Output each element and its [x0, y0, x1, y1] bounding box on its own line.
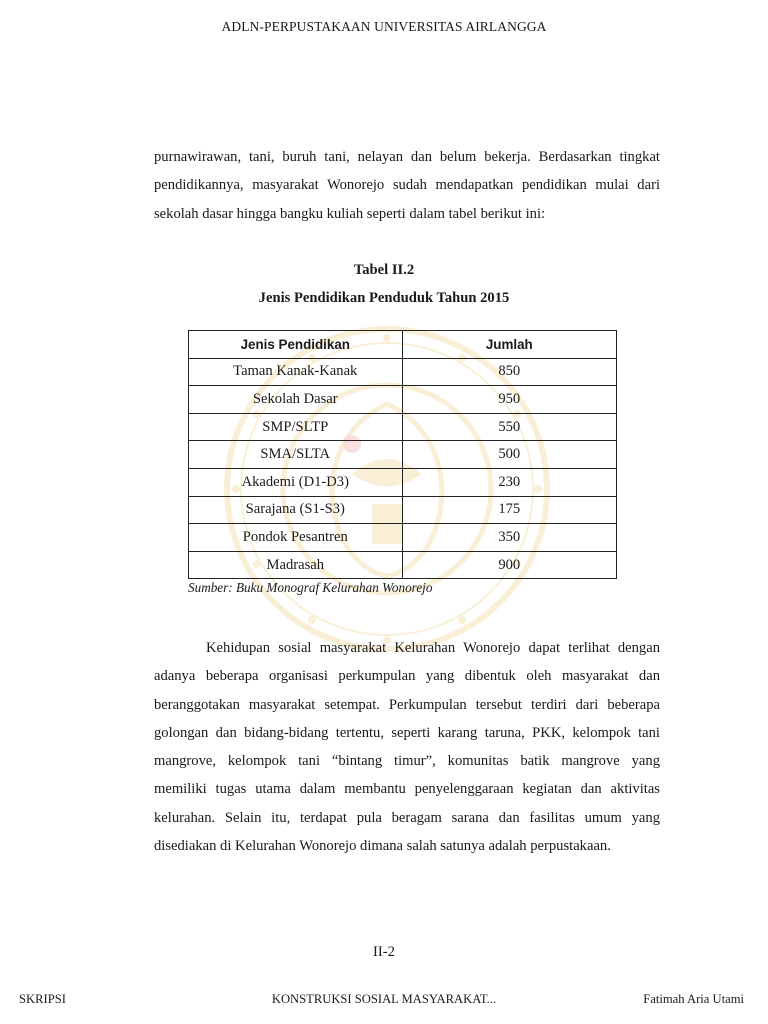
cell-education-type: Pondok Pesantren [189, 524, 403, 552]
paragraph-line: purnawirawan, tani, buruh tani, nelayan dan belum bekerja. Berdasarkan tingkat [154, 149, 660, 165]
page-number: II-2 [373, 944, 395, 960]
table-header-row [189, 331, 617, 359]
cell-count: 175 [402, 496, 616, 524]
footer-right: Fatimah Aria Utami [643, 992, 744, 1006]
paragraph-line: disediakan di Kelurahan Wonorejo dimana salah satunya adalah perpustakaan. [154, 838, 611, 855]
table-row [189, 468, 617, 496]
table-title: Tabel II.2 [353, 262, 415, 278]
paragraph-line: kelurahan. Selain itu, terdapat pula beragam sarana dan fasilitas umum yang [154, 809, 660, 826]
table-source-note: Sumber: Buku Monograf Kelurahan Wonorejo [188, 580, 433, 595]
cell-education-type: Madrasah [189, 551, 403, 579]
cell-education-type: Sekolah Dasar [189, 386, 403, 414]
cell-count: 550 [402, 413, 616, 441]
footer-center: KONSTRUKSI SOSIAL MASYARAKAT... [271, 992, 497, 1006]
cell-count: 230 [402, 468, 616, 496]
table-row [189, 441, 617, 469]
cell-count: 900 [402, 551, 616, 579]
table-row [189, 413, 617, 441]
paragraph-line: memiliki tugas utama dalam membantu penyelenggaraan kegiatan dan aktivitas [154, 781, 660, 798]
social-life-paragraph [154, 634, 660, 860]
table-row [189, 524, 617, 552]
column-header-jumlah: Jumlah [402, 331, 616, 359]
cell-count: 500 [402, 441, 616, 469]
cell-education-type: Sarajana (S1-S3) [189, 496, 403, 524]
table-row [189, 551, 617, 579]
cell-education-type: SMA/SLTA [189, 441, 403, 469]
intro-paragraph [154, 143, 660, 228]
footer-left: SKRIPSI [19, 992, 66, 1006]
table-row [189, 496, 617, 524]
paragraph-line: sekolah dasar hingga bangku kuliah seperti dalam tabel berikut ini: [154, 205, 546, 222]
education-table [188, 330, 617, 579]
paragraph-line: mangrove, kelompok tani “bintang timur”, komunitas batik mangrove yang [154, 753, 660, 770]
paragraph-line: adanya beberapa organisasi perkumpulan yang dibentuk oleh masyarakat dan [154, 668, 660, 685]
paragraph-line: golongan dan bidang-bidang tertentu, seperti karang taruna, PKK, kelompok tani [154, 724, 660, 741]
cell-count: 850 [402, 358, 616, 386]
table-row [189, 386, 617, 414]
cell-education-type: Akademi (D1-D3) [189, 468, 403, 496]
cell-count: 350 [402, 524, 616, 552]
cell-education-type: Taman Kanak-Kanak [189, 358, 403, 386]
table-row [189, 358, 617, 386]
cell-education-type: SMP/SLTP [189, 413, 403, 441]
cell-count: 950 [402, 386, 616, 414]
column-header-jenis: Jenis Pendidikan [189, 331, 403, 359]
table-subtitle: Jenis Pendidikan Penduduk Tahun 2015 [258, 290, 510, 306]
paragraph-line: pendidikannya, masyarakat Wonorejo sudah mendapatkan pendidikan mulai dari [154, 177, 660, 194]
paragraph-line: Kehidupan sosial masyarakat Kelurahan Wonorejo dapat terlihat dengan [206, 640, 660, 656]
page-header: ADLN-PERPUSTAKAAN UNIVERSITAS AIRLANGGA [221, 19, 547, 34]
paragraph-line: beranggotakan masyarakat setempat. Perkumpulan tersebut terdiri dari beberapa [154, 696, 660, 713]
